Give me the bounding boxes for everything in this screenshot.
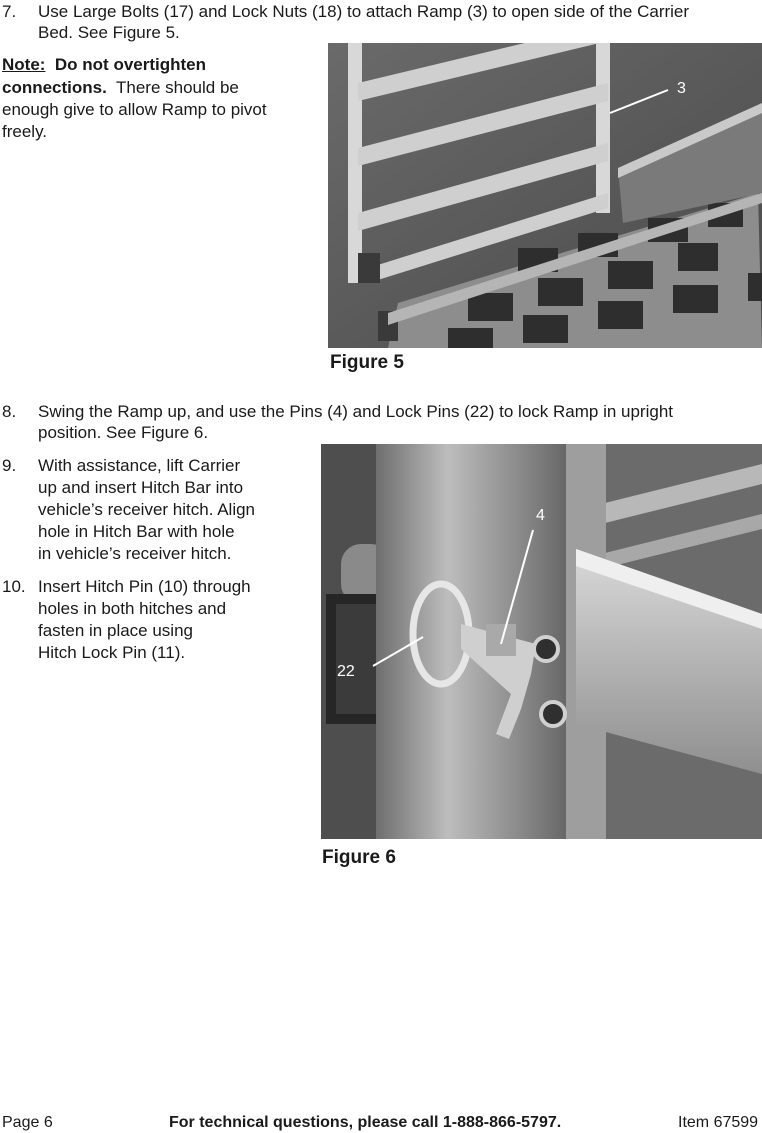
note-text: There should be [116, 78, 239, 97]
figure-6-caption: Figure 6 [322, 847, 396, 868]
step-number: 10. [2, 577, 26, 596]
note-text: enough give to allow Ramp to pivot [2, 100, 267, 119]
note-text: freely. [2, 122, 48, 141]
footer-contact: For technical questions, please call 1-888-866-5797. [169, 1114, 562, 1131]
step-text-line: up and insert Hitch Bar into [38, 478, 244, 497]
step-text-line: position. See Figure 6. [38, 423, 209, 442]
step-number: 7. [2, 2, 17, 21]
note-warning-cont: connections. [2, 78, 107, 97]
step-text-line: With assistance, lift Carrier [38, 456, 241, 475]
callout-ramp: 3 [677, 80, 686, 97]
step-number: 8. [2, 402, 17, 421]
note-label: Note: [2, 55, 46, 74]
note-warning: Do not overtighten [54, 55, 207, 74]
step-text-line: in vehicle’s receiver hitch. [38, 544, 232, 563]
step-text-line: fasten in place using [38, 621, 193, 640]
step-text-line: Use Large Bolts (17) and Lock Nuts (18) to attach Ramp (3) to open side of the Carrier [38, 2, 690, 21]
callout-pin: 4 [536, 507, 545, 524]
step-text-line: Bed. See Figure 5. [38, 23, 180, 42]
step-text-line: Hitch Lock Pin (11). [38, 643, 186, 662]
footer-page-number: Page 6 [2, 1114, 53, 1131]
step-text-line: Insert Hitch Pin (10) through [38, 577, 251, 596]
figure-5-photo [328, 43, 762, 348]
callout-lock-pin: 22 [337, 663, 355, 680]
step-text-line: vehicle’s receiver hitch. Align [38, 500, 256, 519]
figure-5-caption: Figure 5 [330, 352, 404, 373]
step-text-line: holes in both hitches and [38, 599, 227, 618]
figure-6-photo [321, 444, 762, 839]
footer-item-number: Item 67599 [678, 1114, 759, 1131]
step-text-line: hole in Hitch Bar with hole [38, 522, 235, 541]
step-text-line: Swing the Ramp up, and use the Pins (4) and Lock Pins (22) to lock Ramp in upright [38, 402, 674, 421]
step-number: 9. [2, 456, 17, 475]
